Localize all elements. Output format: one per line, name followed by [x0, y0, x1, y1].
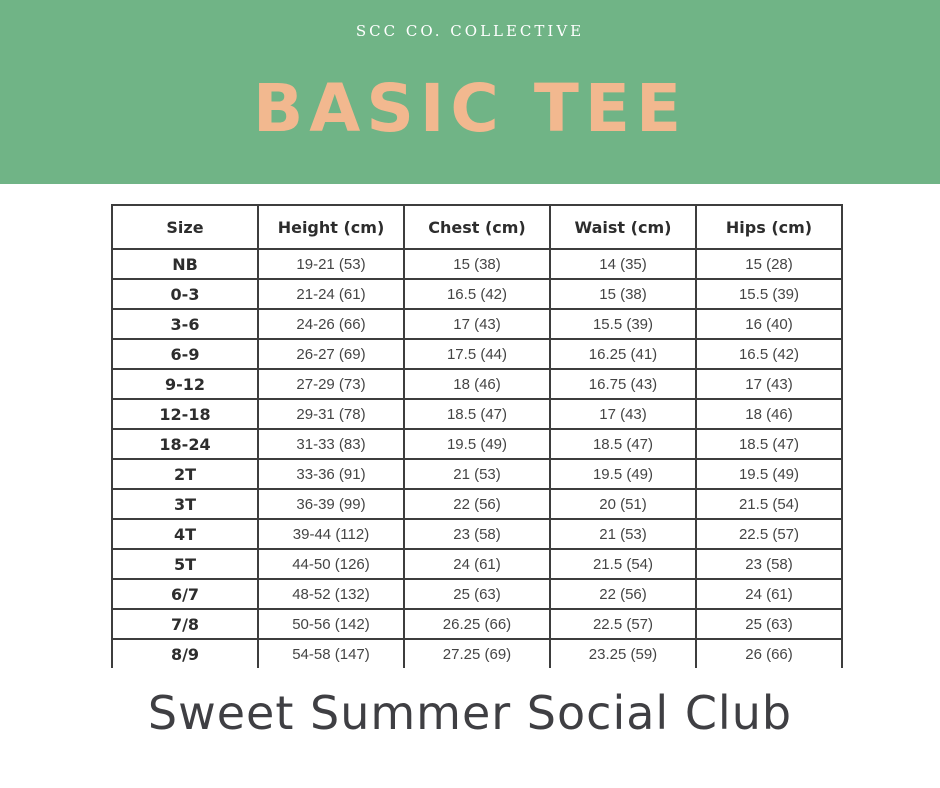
- table-cell-size: 4T: [112, 519, 258, 549]
- table-body: [112, 249, 842, 668]
- table-cell-hips: 24 (61): [696, 579, 842, 609]
- table-cell-height: 44-50 (126): [258, 549, 404, 579]
- table-row: [112, 489, 842, 519]
- table-row: [112, 459, 842, 489]
- table-cell-chest: 16.5 (42): [404, 279, 550, 309]
- column-header-hips: Hips (cm): [696, 205, 842, 249]
- table-row: [112, 339, 842, 369]
- table-cell-waist: 16.75 (43): [550, 369, 696, 399]
- table-cell-height: 39-44 (112): [258, 519, 404, 549]
- table-header-row: [112, 205, 842, 249]
- table-cell-size: 6-9: [112, 339, 258, 369]
- table-cell-size: 7/8: [112, 609, 258, 639]
- table-cell-waist: 21 (53): [550, 519, 696, 549]
- table-cell-size: 2T: [112, 459, 258, 489]
- table-cell-size: 6/7: [112, 579, 258, 609]
- table-cell-size: 18-24: [112, 429, 258, 459]
- table-cell-height: 24-26 (66): [258, 309, 404, 339]
- table-cell-hips: 17 (43): [696, 369, 842, 399]
- table-cell-hips: 22.5 (57): [696, 519, 842, 549]
- table-cell-chest: 21 (53): [404, 459, 550, 489]
- table-cell-waist: 22.5 (57): [550, 609, 696, 639]
- table-cell-chest: 25 (63): [404, 579, 550, 609]
- table-row: [112, 429, 842, 459]
- column-header-waist: Waist (cm): [550, 205, 696, 249]
- page-title: BASIC TEE: [252, 70, 688, 147]
- table-cell-height: 48-52 (132): [258, 579, 404, 609]
- table-row: [112, 579, 842, 609]
- table-cell-chest: 24 (61): [404, 549, 550, 579]
- table-cell-height: 36-39 (99): [258, 489, 404, 519]
- table-cell-height: 27-29 (73): [258, 369, 404, 399]
- table-row: [112, 399, 842, 429]
- table-cell-hips: 15.5 (39): [696, 279, 842, 309]
- table-cell-height: 21-24 (61): [258, 279, 404, 309]
- table-cell-chest: 18 (46): [404, 369, 550, 399]
- column-header-chest: Chest (cm): [404, 205, 550, 249]
- table-cell-height: 54-58 (147): [258, 639, 404, 668]
- table-cell-hips: 15 (28): [696, 249, 842, 279]
- table-row: [112, 609, 842, 639]
- table-cell-hips: 25 (63): [696, 609, 842, 639]
- table-cell-waist: 17 (43): [550, 399, 696, 429]
- table-cell-size: NB: [112, 249, 258, 279]
- table-cell-hips: 23 (58): [696, 549, 842, 579]
- table-cell-height: 50-56 (142): [258, 609, 404, 639]
- table-cell-chest: 23 (58): [404, 519, 550, 549]
- table-row: [112, 279, 842, 309]
- table-cell-waist: 23.25 (59): [550, 639, 696, 668]
- brand-name: SCC CO. COLLECTIVE: [355, 22, 585, 40]
- table-cell-hips: 19.5 (49): [696, 459, 842, 489]
- table-cell-hips: 18 (46): [696, 399, 842, 429]
- table-cell-height: 19-21 (53): [258, 249, 404, 279]
- table-cell-hips: 18.5 (47): [696, 429, 842, 459]
- table-cell-waist: 16.25 (41): [550, 339, 696, 369]
- table-row: [112, 369, 842, 399]
- table-cell-size: 3T: [112, 489, 258, 519]
- table-cell-waist: 20 (51): [550, 489, 696, 519]
- size-chart-table: [111, 204, 843, 668]
- table-cell-chest: 18.5 (47): [404, 399, 550, 429]
- table-cell-height: 31-33 (83): [258, 429, 404, 459]
- table-cell-hips: 26 (66): [696, 639, 842, 668]
- table-cell-size: 3-6: [112, 309, 258, 339]
- table-row: [112, 249, 842, 279]
- table-cell-chest: 26.25 (66): [404, 609, 550, 639]
- table-cell-size: 9-12: [112, 369, 258, 399]
- table-cell-height: 26-27 (69): [258, 339, 404, 369]
- table-cell-chest: 19.5 (49): [404, 429, 550, 459]
- table-cell-size: 0-3: [112, 279, 258, 309]
- table-cell-hips: 21.5 (54): [696, 489, 842, 519]
- table-row: [112, 309, 842, 339]
- table-row: [112, 519, 842, 549]
- footer-club-name: Sweet Summer Social Club: [147, 686, 793, 740]
- column-header-height: Height (cm): [258, 205, 404, 249]
- table-cell-chest: 27.25 (69): [404, 639, 550, 668]
- table-cell-size: 5T: [112, 549, 258, 579]
- table-cell-size: 12-18: [112, 399, 258, 429]
- table-cell-waist: 22 (56): [550, 579, 696, 609]
- table-cell-hips: 16.5 (42): [696, 339, 842, 369]
- table-row: [112, 639, 842, 668]
- table-cell-chest: 17 (43): [404, 309, 550, 339]
- table-cell-chest: 22 (56): [404, 489, 550, 519]
- table-row: [112, 549, 842, 579]
- table-cell-height: 29-31 (78): [258, 399, 404, 429]
- table-cell-size: 8/9: [112, 639, 258, 668]
- table-cell-waist: 19.5 (49): [550, 459, 696, 489]
- table-cell-waist: 15.5 (39): [550, 309, 696, 339]
- table-cell-waist: 14 (35): [550, 249, 696, 279]
- table-cell-waist: 15 (38): [550, 279, 696, 309]
- table-cell-waist: 18.5 (47): [550, 429, 696, 459]
- table-cell-chest: 15 (38): [404, 249, 550, 279]
- column-header-size: Size: [112, 205, 258, 249]
- table-cell-height: 33-36 (91): [258, 459, 404, 489]
- table-cell-waist: 21.5 (54): [550, 549, 696, 579]
- table-cell-chest: 17.5 (44): [404, 339, 550, 369]
- table-cell-hips: 16 (40): [696, 309, 842, 339]
